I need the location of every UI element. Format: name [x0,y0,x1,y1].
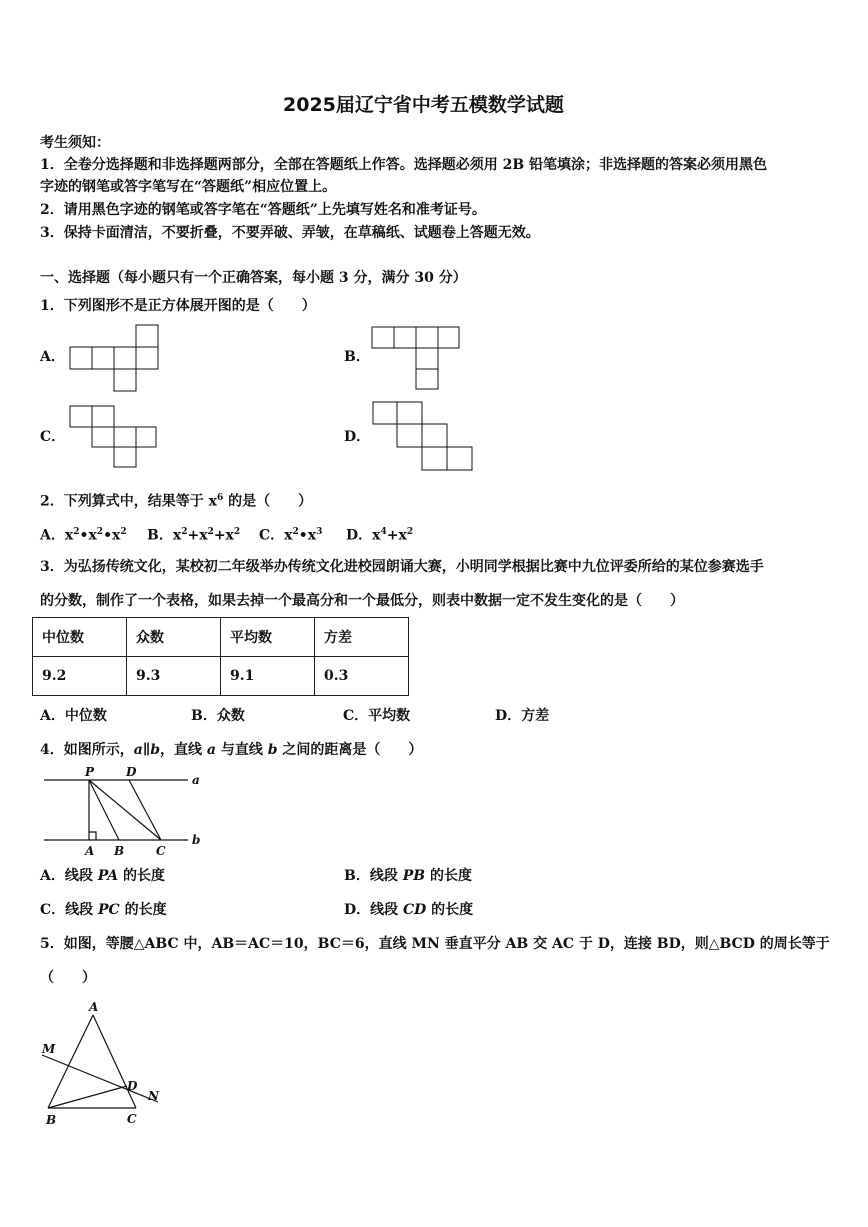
q2-stem: 2．下列算式中，结果等于 $x^6$ 的是（ ） [40,493,313,510]
q3-option-c: C．平均数 [343,708,411,724]
label-a: A [85,844,95,858]
label-c: C [156,844,166,858]
q1-option-b-label: B． [344,349,370,365]
page-title: 2025届辽宁省中考五模数学试题 [283,94,564,116]
label-n: N [148,1089,159,1103]
table-header-cell: 平均数 [221,618,315,657]
notice-line-4: 3．保持卡面清洁，不要折叠，不要弄破、弄皱，在草稿纸、试题卷上答题无效。 [40,225,540,241]
q5-stem-line-1: 5．如图，等腰△ABC 中，AB＝AC＝10，BC＝6，直线 MN 垂直平分 AB 交 AC 于 D，连接 BD，则△BCD 的周长等于 [40,936,830,952]
q2-option-d: D．$x^4+x^2$ [346,527,414,544]
label-b: B [114,844,125,858]
table-header-cell: 方差 [315,618,409,657]
notice-line-2: 字迹的钢笔或答字笔写在“答题纸”相应位置上。 [40,179,337,195]
q1-option-c-label: C． [40,429,66,445]
label-d: D [127,1079,138,1093]
q3-option-a: A．中位数 [40,708,107,724]
notice-heading: 考生须知： [40,135,110,151]
q3-stem-line-2: 的分数，制作了一个表格，如果去掉一个最高分和一个最低分，则表中数据一定不发生变化的是（ ） [40,593,684,609]
q2-option-b: B．$x^2+x^2+x^2$ [147,527,241,544]
segment-ab [48,1015,93,1108]
table-cell: 0.3 [315,657,409,696]
q3-stem-line-1: 3．为弘扬传统文化，某校初二年级举办传统文化进校园朗诵大赛，小明同学根据比赛中九位评委所给的某位参赛选手 [40,559,764,575]
line-mn [42,1055,158,1102]
table-header-cell: 众数 [127,618,221,657]
q3-option-d: D．方差 [495,708,550,724]
q4-option-b: B．线段 PB 的长度 [344,868,472,884]
label-b-line: b [192,833,201,847]
q4-option-a: A．线段 PA 的长度 [40,868,165,884]
label-a-line: a [192,773,200,787]
q3-option-b: B．众数 [191,708,245,724]
q2-option-c: C．$x^2•x^3$ [259,527,323,544]
label-c: C [127,1112,137,1126]
q4-option-d: D．线段 CD 的长度 [344,902,474,918]
table-cell: 9.2 [33,657,127,696]
label-d: D [126,765,137,779]
label-b: B [46,1113,57,1127]
table-header-cell: 中位数 [33,618,127,657]
q4-stem: 4．如图所示，a∥b，直线 a 与直线 b 之间的距离是（ ） [40,742,423,758]
section-heading: 一、选择题（每小题只有一个正确答案，每小题 3 分，满分 30 分） [40,270,467,286]
notice-line-3: 2．请用黑色字迹的钢笔或答字笔在“答题纸”上先填写姓名和准考证号。 [40,202,486,218]
table-cell: 9.1 [221,657,315,696]
segment-bd [48,1086,127,1108]
q4-option-c: C．线段 PC 的长度 [40,902,167,918]
q5-stem-line-2: （ ） [40,970,96,986]
q1-option-d-label: D． [344,429,371,445]
table-cell: 9.3 [127,657,221,696]
q2-option-a: A．$x^2•x^2•x^2$ [40,527,127,544]
notice-line-1: 1．全卷分选择题和非选择题两部分，全部在答题纸上作答。选择题必须用 2B 铅笔填涂；非选择题的答案必须用黑色 [40,157,768,173]
label-m: M [42,1042,56,1056]
label-p: P [85,765,95,779]
q1-option-a-label: A． [40,349,65,365]
q1-stem: 1．下列图形不是正方体展开图的是（ ） [40,298,316,314]
label-a: A [89,1000,99,1014]
